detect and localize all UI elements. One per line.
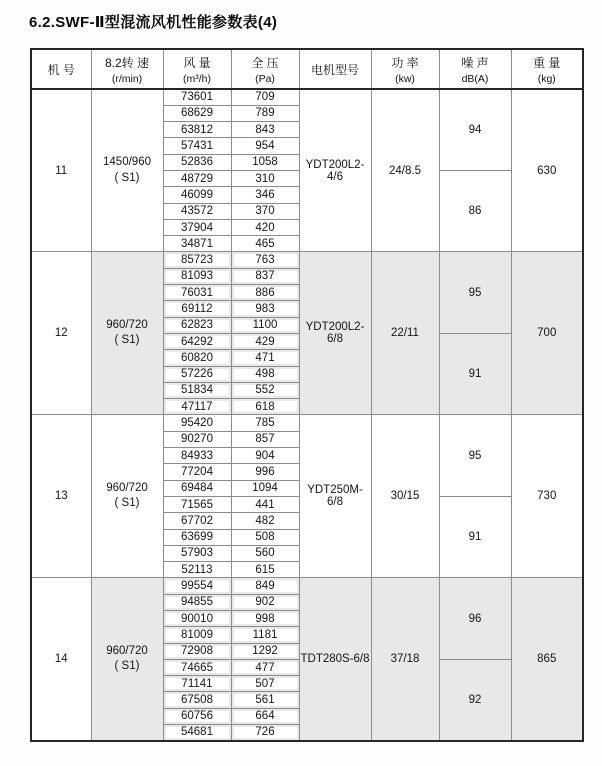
flow-value: 48729 <box>163 170 231 186</box>
flow-value: 63699 <box>163 529 231 545</box>
flow-value: 52113 <box>163 562 231 578</box>
speed-cell <box>91 578 163 741</box>
pressure-value: 618 <box>231 399 299 415</box>
pressure-value: 498 <box>231 366 299 382</box>
header-label: 电机型号 <box>310 62 359 77</box>
flow-value: 85723 <box>163 252 231 268</box>
pressure-value: 983 <box>231 301 299 317</box>
noise-top-cell: 95 <box>439 415 511 496</box>
header-unit: (kw) <box>395 72 415 85</box>
table-row <box>31 89 583 105</box>
speed-value: 960/720 <box>106 481 148 494</box>
flow-value: 64292 <box>163 333 231 349</box>
flow-value: 60756 <box>163 708 231 724</box>
pressure-value: 1058 <box>231 154 299 170</box>
weight-cell: 865 <box>511 578 583 741</box>
weight-cell: 700 <box>511 252 583 415</box>
flow-value: 74665 <box>163 659 231 675</box>
machine-no-cell: 12 <box>31 252 91 415</box>
flow-value: 90270 <box>163 431 231 447</box>
pressure-value: 998 <box>231 611 299 627</box>
motor-model-cell: YDT200L2-4/6 <box>299 89 371 252</box>
header-power <box>371 49 439 89</box>
pressure-value: 346 <box>231 187 299 203</box>
flow-value: 52836 <box>163 154 231 170</box>
machine-block-11 <box>31 89 583 252</box>
pressure-value: 482 <box>231 513 299 529</box>
pressure-value: 1100 <box>231 317 299 333</box>
pressure-value: 837 <box>231 268 299 284</box>
machine-no-cell: 14 <box>31 578 91 741</box>
pressure-value: 441 <box>231 496 299 512</box>
flow-value: 47117 <box>163 399 231 415</box>
pressure-value: 552 <box>231 382 299 398</box>
flow-value: 72908 <box>163 643 231 659</box>
header-label: 全 压 <box>251 55 279 70</box>
flow-value: 46099 <box>163 187 231 203</box>
pressure-value: 785 <box>231 415 299 431</box>
header-noise <box>439 49 511 89</box>
power-cell: 24/8.5 <box>371 89 439 252</box>
pressure-value: 465 <box>231 236 299 252</box>
header-speed <box>91 49 163 89</box>
motor-model-cell: TDT280S-6/8 <box>299 578 371 741</box>
motor-model-cell: YDT200L2-6/8 <box>299 252 371 415</box>
table-row <box>31 252 583 268</box>
pressure-value: 429 <box>231 333 299 349</box>
pressure-value: 370 <box>231 203 299 219</box>
machine-block-12 <box>31 252 583 415</box>
flow-value: 63812 <box>163 122 231 138</box>
power-cell: 37/18 <box>371 578 439 741</box>
noise-top-cell: 95 <box>439 252 511 333</box>
flow-value: 34871 <box>163 236 231 252</box>
flow-value: 54681 <box>163 725 231 741</box>
speed-duty: ( S1) <box>114 660 140 673</box>
weight-cell: 730 <box>511 415 583 578</box>
power-cell: 22/11 <box>371 252 439 415</box>
flow-value: 95420 <box>163 415 231 431</box>
header-unit: (Pa) <box>255 72 275 85</box>
pressure-value: 849 <box>231 578 299 594</box>
header-unit: (r/min) <box>111 72 143 85</box>
header-label: 8.2转 速 <box>104 55 150 70</box>
header-label: 机 号 <box>47 62 75 77</box>
pressure-value: 471 <box>231 350 299 366</box>
flow-value: 67508 <box>163 692 231 708</box>
weight-cell: 630 <box>511 89 583 252</box>
machine-no-cell: 11 <box>31 89 91 252</box>
flow-value: 99554 <box>163 578 231 594</box>
flow-value: 69112 <box>163 301 231 317</box>
header-label: 噪 声 <box>461 55 489 70</box>
header-machine-no <box>31 49 91 89</box>
header-label: 风 量 <box>183 55 211 70</box>
noise-top-cell: 94 <box>439 89 511 170</box>
noise-top-cell: 96 <box>439 578 511 659</box>
header-row <box>31 49 583 89</box>
flow-value: 76031 <box>163 285 231 301</box>
header-weight <box>511 49 583 89</box>
flow-value: 81009 <box>163 627 231 643</box>
fan-spec-table <box>30 48 584 742</box>
table-row <box>31 415 583 431</box>
pressure-value: 904 <box>231 448 299 464</box>
flow-value: 60820 <box>163 350 231 366</box>
pressure-value: 902 <box>231 594 299 610</box>
pressure-value: 507 <box>231 676 299 692</box>
pressure-value: 310 <box>231 170 299 186</box>
header-unit: dB(A) <box>461 72 489 85</box>
header-pressure <box>231 49 299 89</box>
pressure-value: 857 <box>231 431 299 447</box>
header-motor-model <box>299 49 371 89</box>
pressure-value: 789 <box>231 105 299 121</box>
pressure-value: 954 <box>231 138 299 154</box>
header-unit: (kg) <box>537 72 556 85</box>
machine-no-cell: 13 <box>31 415 91 578</box>
flow-value: 73601 <box>163 89 231 105</box>
flow-value: 57226 <box>163 366 231 382</box>
flow-value: 71141 <box>163 676 231 692</box>
pressure-value: 420 <box>231 219 299 235</box>
flow-value: 81093 <box>163 268 231 284</box>
header-label: 重 量 <box>533 55 561 70</box>
page-title: 6.2.SWF-Ⅱ型混流风机性能参数表(4) <box>29 14 278 31</box>
flow-value: 62823 <box>163 317 231 333</box>
flow-value: 69484 <box>163 480 231 496</box>
flow-value: 43572 <box>163 203 231 219</box>
pressure-value: 996 <box>231 464 299 480</box>
pressure-value: 886 <box>231 285 299 301</box>
speed-value: 1450/960 <box>103 156 151 169</box>
pressure-value: 763 <box>231 252 299 268</box>
speed-cell <box>91 252 163 415</box>
machine-block-14 <box>31 578 583 741</box>
table-row <box>31 578 583 594</box>
pressure-value: 1094 <box>231 480 299 496</box>
speed-duty: ( S1) <box>114 334 140 347</box>
speed-cell <box>91 415 163 578</box>
pressure-value: 664 <box>231 708 299 724</box>
flow-value: 84933 <box>163 448 231 464</box>
flow-value: 67702 <box>163 513 231 529</box>
noise-bottom-cell: 91 <box>439 333 511 414</box>
header-label: 功 率 <box>391 55 419 70</box>
speed-duty: ( S1) <box>114 171 140 184</box>
pressure-value: 561 <box>231 692 299 708</box>
speed-duty: ( S1) <box>114 497 140 510</box>
pressure-value: 615 <box>231 562 299 578</box>
speed-value: 960/720 <box>106 318 148 331</box>
pressure-value: 1181 <box>231 627 299 643</box>
motor-model-cell: YDT250M-6/8 <box>299 415 371 578</box>
pressure-value: 508 <box>231 529 299 545</box>
pressure-value: 560 <box>231 545 299 561</box>
power-cell: 30/15 <box>371 415 439 578</box>
noise-bottom-cell: 91 <box>439 496 511 577</box>
noise-bottom-cell: 92 <box>439 659 511 740</box>
pressure-value: 726 <box>231 725 299 741</box>
flow-value: 37904 <box>163 219 231 235</box>
flow-value: 90010 <box>163 611 231 627</box>
machine-block-13 <box>31 415 583 578</box>
speed-value: 960/720 <box>106 644 148 657</box>
flow-value: 71565 <box>163 496 231 512</box>
pressure-value: 843 <box>231 122 299 138</box>
noise-bottom-cell: 86 <box>439 170 511 251</box>
flow-value: 77204 <box>163 464 231 480</box>
flow-value: 51834 <box>163 382 231 398</box>
flow-value: 68629 <box>163 105 231 121</box>
flow-value: 57903 <box>163 545 231 561</box>
flow-value: 57431 <box>163 138 231 154</box>
pressure-value: 477 <box>231 659 299 675</box>
flow-value: 94855 <box>163 594 231 610</box>
header-unit: (m³/h) <box>183 72 211 85</box>
speed-cell <box>91 89 163 252</box>
pressure-value: 709 <box>231 89 299 105</box>
pressure-value: 1292 <box>231 643 299 659</box>
header-airflow <box>163 49 231 89</box>
